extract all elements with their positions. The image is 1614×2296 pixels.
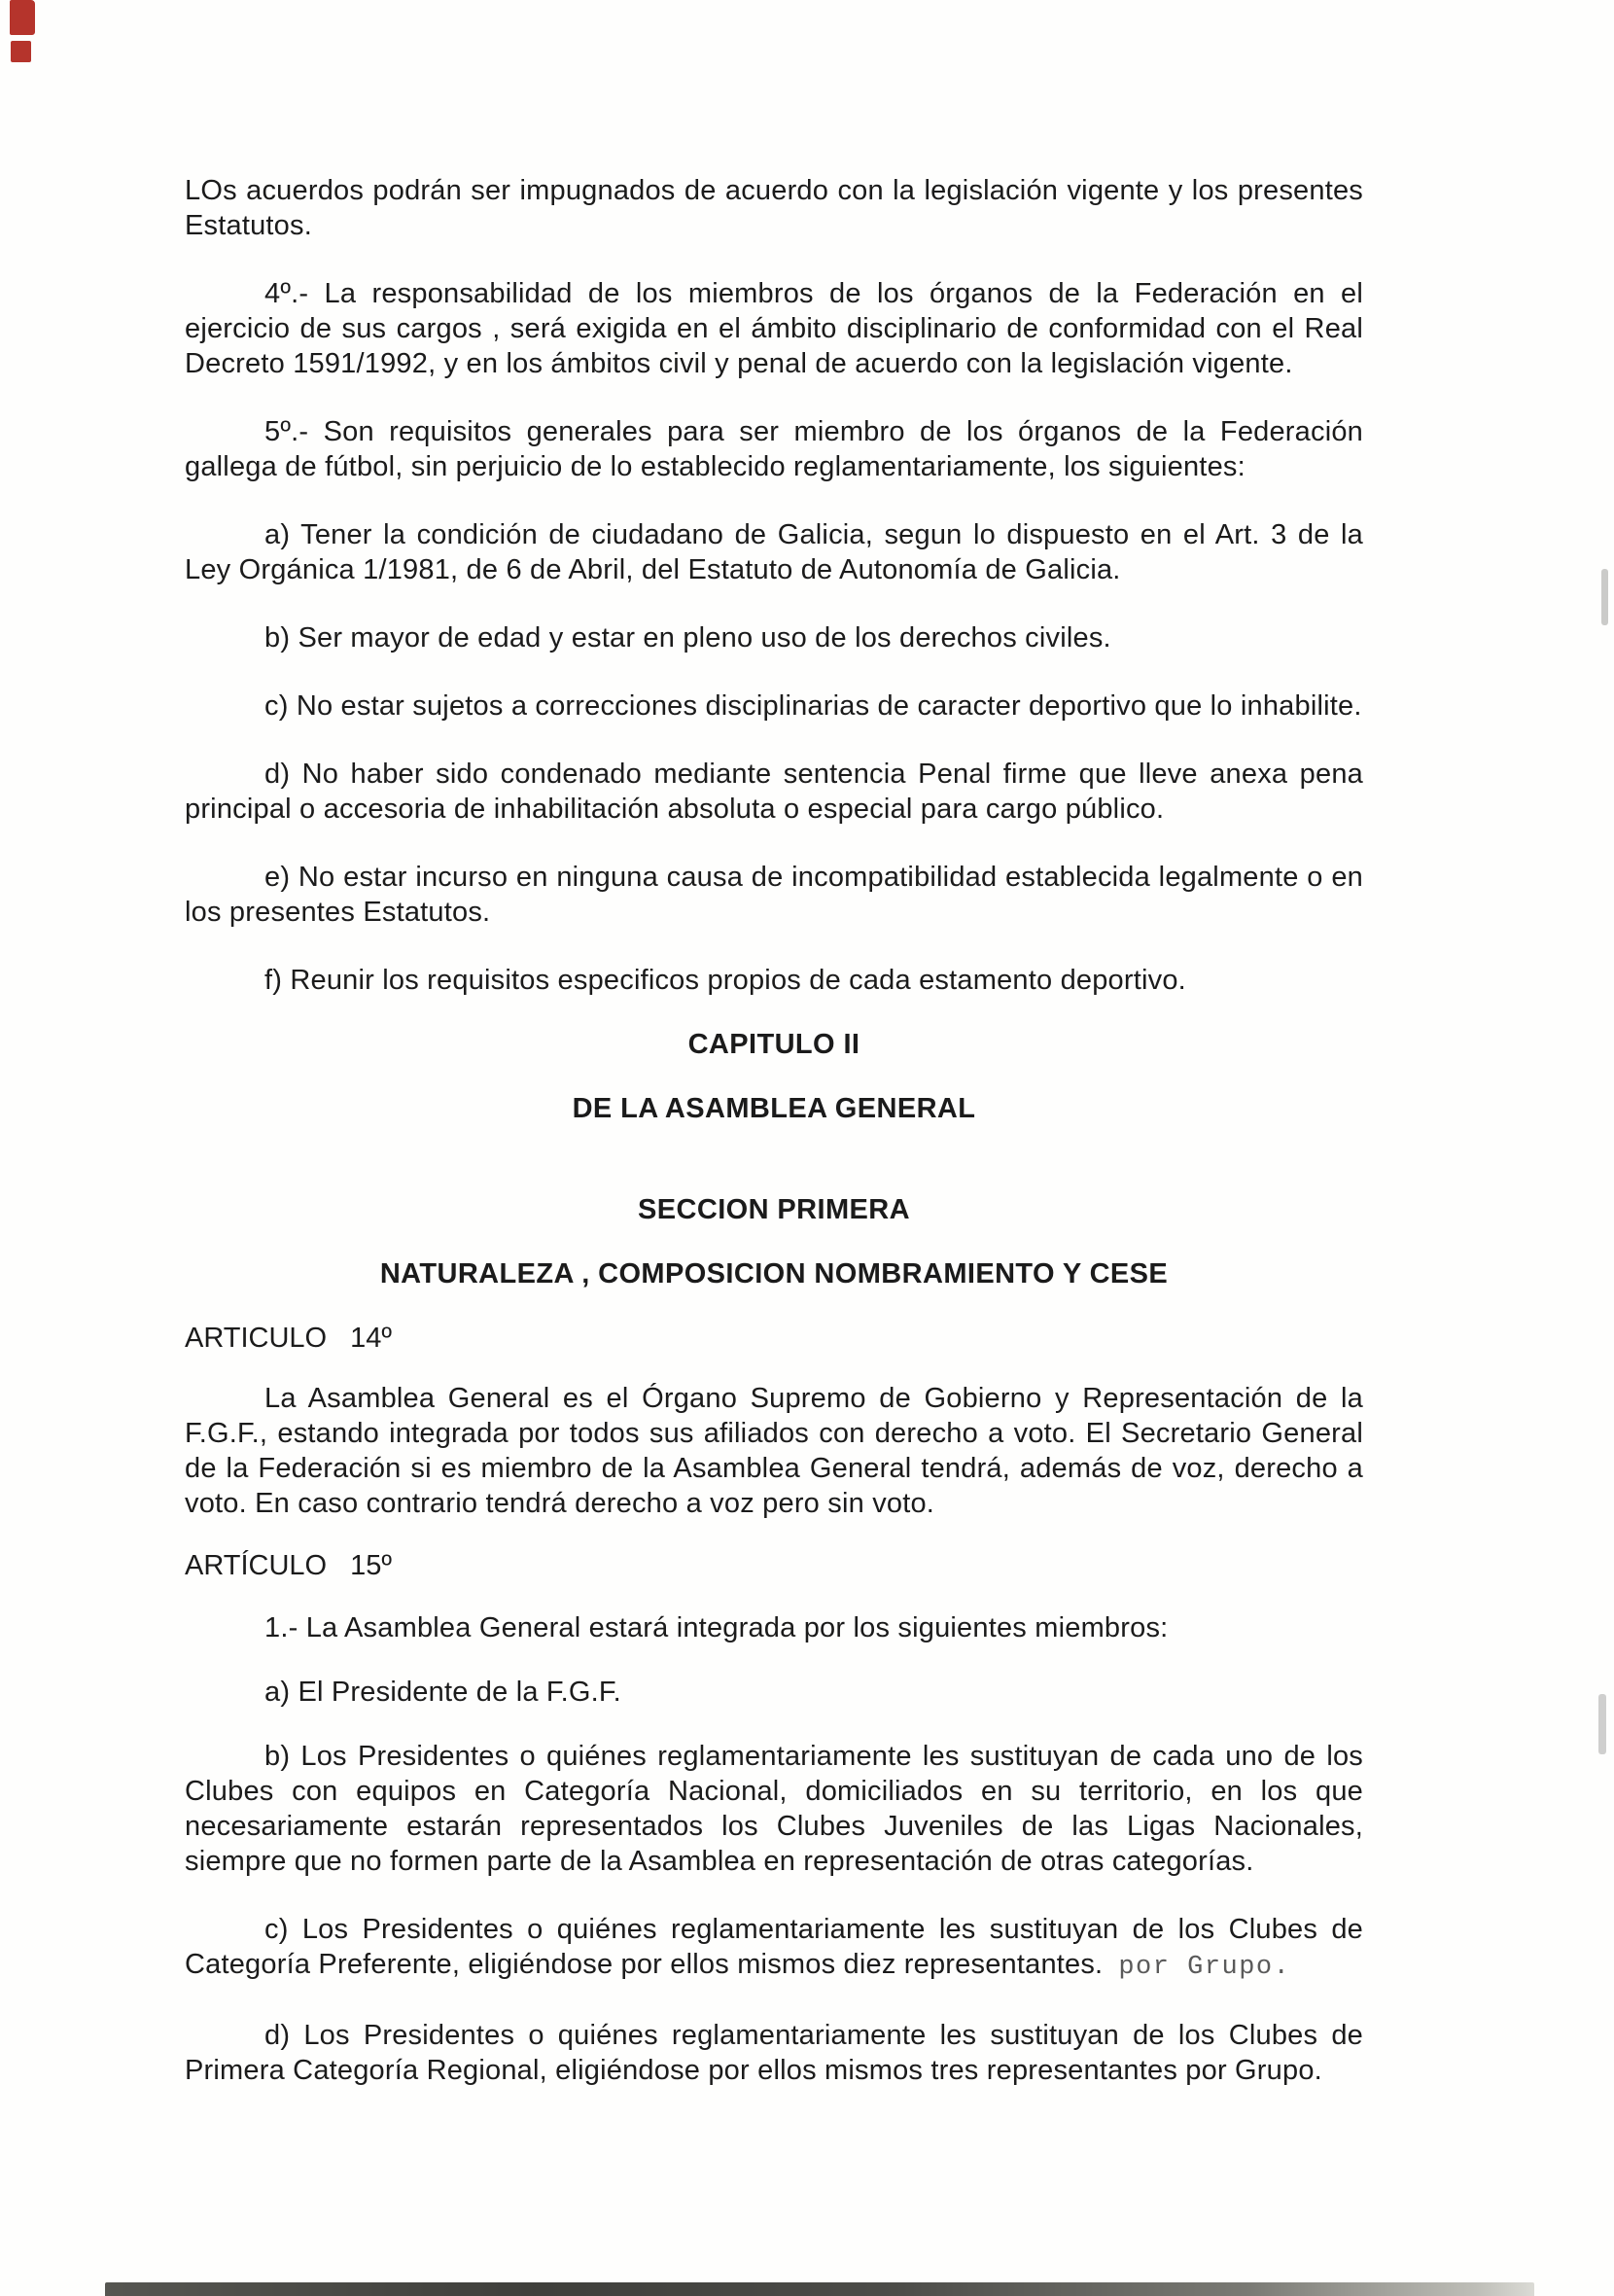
article-15-item-c-text: c) Los Presidentes o quiénes reglamentariamente les sustituyan de los Clubes de Categoría Preferente, eligiéndose por ellos mismos diez representantes. <box>185 1914 1363 1980</box>
scan-corner-mark-segment <box>10 0 35 35</box>
statute-paragraph-4: 4º.- La responsabilidad de los miembros de los órganos de la Federación en el ejercicio de sus cargos , será exigida en el ámbito disciplinario de conformidad con el Real Decreto 1591/1992, y en los ámbitos civil y penal de acuerdo con la legislación vigente. <box>185 278 1363 379</box>
section-heading: SECCION PRIMERA <box>638 1194 910 1225</box>
chapter-subheading: DE LA ASAMBLEA GENERAL <box>572 1093 976 1124</box>
article-15-item-c <box>185 1912 1363 1985</box>
scan-edge-smudge <box>1598 1694 1606 1754</box>
document-content <box>185 173 1363 2121</box>
typewriter-insertion: por Grupo. <box>1118 1953 1291 1982</box>
statute-paragraph-5: 5º.- Son requisitos generales para ser miembro de los órganos de la Federación gallega de fútbol, sin perjuicio de lo establecido reglamentariamente, los siguientes: <box>185 416 1363 482</box>
requirement-item-b: b) Ser mayor de edad y estar en pleno uso de los derechos civiles. <box>264 622 1111 653</box>
requirement-item-d: d) No haber sido condenado mediante sentencia Penal firme que lleve anexa pena principal o accesoria de inhabilitación absoluta o especial para cargo público. <box>185 759 1363 825</box>
requirement-item-e: e) No estar incurso en ninguna causa de incompatibilidad establecida legalmente o en los presentes Estatutos. <box>185 862 1363 928</box>
section-subheading: NATURALEZA , COMPOSICION NOMBRAMIENTO Y CESE <box>379 1258 1169 1289</box>
article-14-heading: ARTICULO 14º <box>185 1323 393 1354</box>
requirement-item-a: a) Tener la condición de ciudadano de Galicia, segun lo dispuesto en el Art. 3 de la Ley Orgánica 1/1981, de 6 de Abril, del Estatuto de Autonomía de Galicia. <box>185 519 1363 585</box>
scan-corner-mark-segment <box>11 41 31 62</box>
article-15-item-1: 1.- La Asamblea General estará integrada por los siguientes miembros: <box>264 1612 1169 1643</box>
requirement-item-f: f) Reunir los requisitos especificos propios de cada estamento deportivo. <box>264 965 1186 996</box>
article-15-heading: ARTÍCULO 15º <box>185 1550 393 1581</box>
article-14-body: La Asamblea General es el Órgano Supremo de Gobierno y Representación de la F.G.F., estando integrada por todos sus afiliados con derecho a voto. El Secretario General de la Federación si es miembro de la Asamblea General tendrá, además de voz, derecho a voto. En caso contrario tendrá derecho a voz pero sin voto. <box>185 1383 1363 1519</box>
chapter-heading: CAPITULO II <box>687 1029 860 1060</box>
article-15-item-a: a) El Presidente de la F.G.F. <box>264 1677 621 1708</box>
scan-corner-mark <box>10 0 41 64</box>
intro-paragraph: LOs acuerdos podrán ser impugnados de acuerdo con la legislación vigente y los presentes Estatutos. <box>185 175 1363 241</box>
article-15-item-d: d) Los Presidentes o quiénes reglamentariamente les sustituyan de los Clubes de Primera Categoría Regional, eligiéndose por ellos mismos tres representantes por Grupo. <box>185 2020 1363 2086</box>
scan-bottom-band <box>105 2282 1534 2296</box>
requirement-item-c: c) No estar sujetos a correcciones disciplinarias de caracter deportivo que lo inhabilite. <box>264 690 1362 722</box>
scan-edge-smudge <box>1601 569 1608 625</box>
article-15-item-b: b) Los Presidentes o quiénes reglamentariamente les sustituyan de cada uno de los Clubes con equipos en Categoría Nacional, domiciliados en su territorio, en los que necesariamente estarán representados los Clubes Juveniles de las Ligas Nacionales, siempre que no formen parte de la Asamblea en representación de otras categorías. <box>185 1741 1363 1877</box>
